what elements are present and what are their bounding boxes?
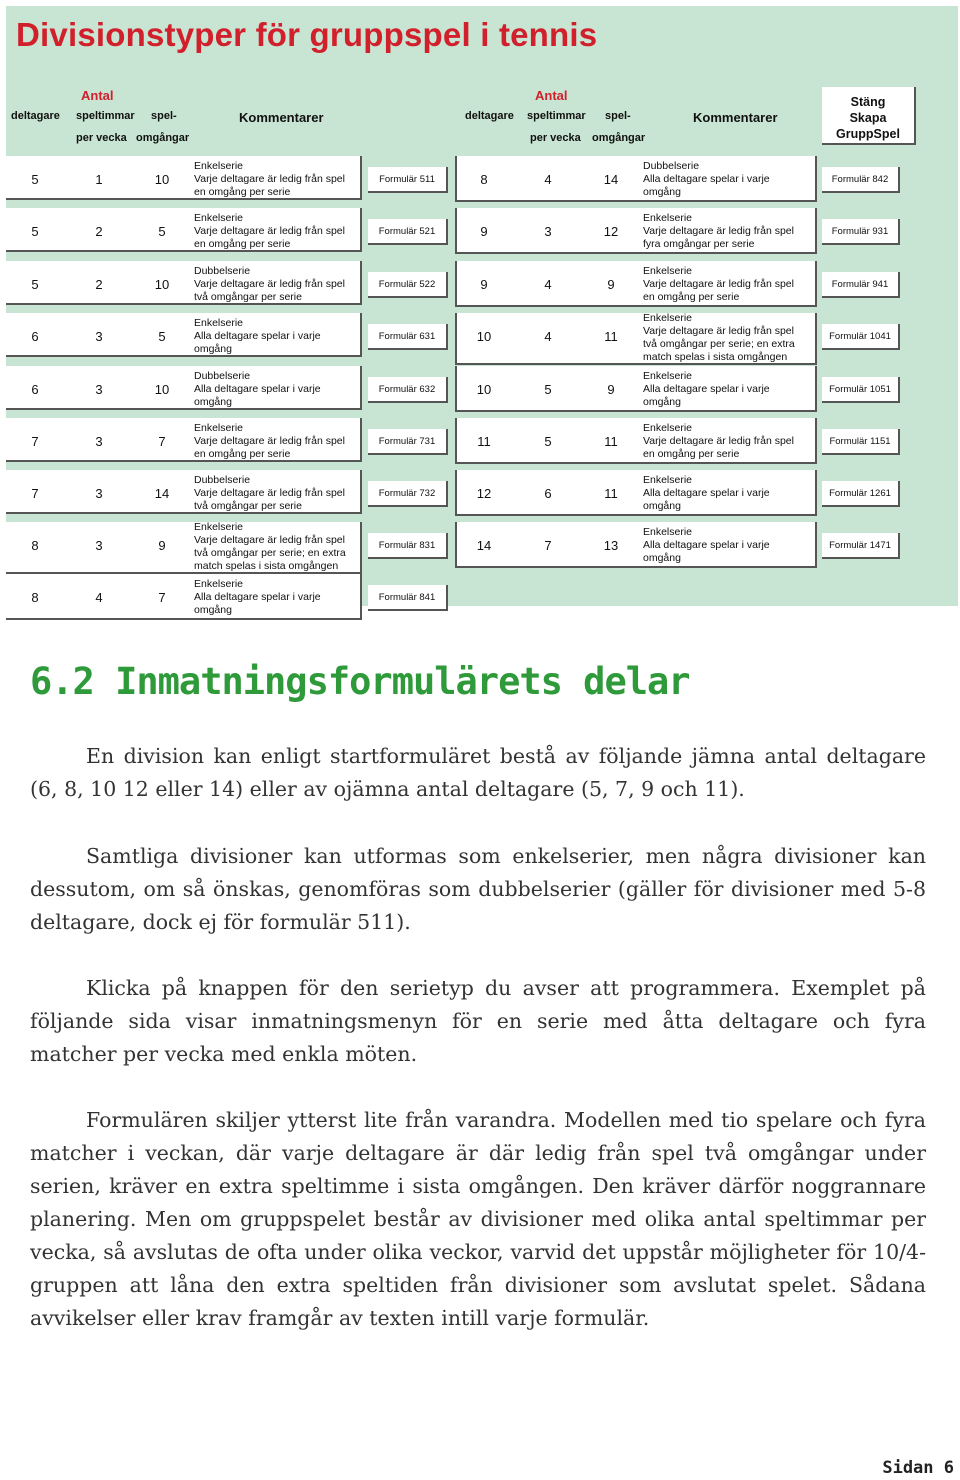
- rounds-count: 14: [603, 172, 619, 187]
- comment-line: en omgång per serie: [194, 186, 291, 198]
- form-button[interactable]: Formulär 511: [368, 167, 448, 193]
- close-label: Stäng: [850, 95, 886, 109]
- comment-line: match spelas i sista omgången: [643, 351, 788, 363]
- comment-line: Varje deltagare är ledig från spel: [194, 534, 345, 546]
- section-title: 6.2 Inmatningsformulärets delar: [30, 660, 690, 703]
- rounds-count: 9: [607, 382, 615, 397]
- comment-line: Enkelserie: [194, 422, 244, 434]
- comment-line: Varje deltagare är ledig från spel: [194, 487, 345, 499]
- row-comment: [194, 474, 345, 513]
- participants-count: 7: [31, 486, 39, 501]
- hours-per-week: 3: [95, 538, 103, 553]
- form-button[interactable]: Formulär 841: [368, 585, 448, 611]
- hours-per-week: 5: [544, 382, 552, 397]
- form-button[interactable]: Formulär 842: [822, 167, 900, 193]
- comment-line: Alla deltagare spelar i varje: [643, 487, 770, 499]
- hours-per-week: 1: [95, 172, 103, 187]
- rounds-count: 11: [604, 329, 618, 344]
- row-comment: [194, 521, 346, 573]
- groupplay-label: GruppSpel: [836, 127, 900, 141]
- row-comment: [194, 370, 321, 409]
- form-button[interactable]: Formulär 731: [368, 429, 448, 455]
- rounds-count: 11: [604, 486, 618, 501]
- row-comment: [194, 212, 345, 251]
- row-comment: [643, 265, 794, 304]
- panel-title: Divisionstyper för gruppspel i tennis: [16, 16, 598, 53]
- header-per-vecka-right: per vecka: [530, 132, 581, 144]
- rounds-count: 5: [158, 224, 166, 239]
- form-button[interactable]: Formulär 941: [822, 272, 900, 298]
- header-antal-right: Antal: [535, 88, 568, 103]
- hours-per-week: 4: [544, 172, 552, 187]
- hours-per-week: 3: [95, 486, 103, 501]
- comment-line: match spelas i sista omgången: [194, 560, 339, 572]
- row-comment: [194, 160, 345, 199]
- comment-line: Enkelserie: [194, 317, 244, 329]
- header-kommentarer-left: Kommentarer: [239, 110, 324, 125]
- hours-per-week: 4: [544, 329, 552, 344]
- comment-line: omgång: [194, 604, 232, 616]
- header-per-vecka-left: per vecka: [76, 132, 127, 144]
- header-omgangar-left: omgångar: [136, 132, 190, 144]
- comment-line: två omgångar per serie: [194, 500, 302, 512]
- rounds-count: 7: [158, 434, 166, 449]
- header-kommentarer-right: Kommentarer: [693, 110, 778, 125]
- close-create-button[interactable]: [822, 87, 916, 145]
- form-button[interactable]: Formulär 1471: [822, 533, 900, 559]
- header-antal-left: Antal: [81, 88, 114, 103]
- participants-count: 11: [477, 434, 491, 449]
- comment-line: Varje deltagare är ledig från spel: [194, 278, 345, 290]
- row-comment: [194, 317, 321, 356]
- create-label: Skapa: [849, 111, 887, 125]
- division-panel: [6, 6, 958, 616]
- comment-line: Varje deltagare är ledig från spel: [643, 325, 794, 337]
- header-omgangar-right: omgångar: [592, 132, 646, 144]
- form-button[interactable]: Formulär 831: [368, 533, 448, 559]
- comment-line: Varje deltagare är ledig från spel: [194, 173, 345, 185]
- paragraph-1: En division kan enligt startformuläret bestå av följande jämna antal deltagare (6, 8, 10 12 eller 14) eller av ojämna antal deltagare (5, 7, 9 och 11).: [30, 744, 926, 801]
- form-button[interactable]: Formulär 1261: [822, 481, 900, 507]
- comment-line: en omgång per serie: [194, 238, 291, 250]
- rounds-count: 10: [154, 277, 170, 292]
- comment-line: Varje deltagare är ledig från spel: [194, 225, 345, 237]
- form-button[interactable]: Formulär 521: [368, 219, 448, 245]
- comment-line: omgång: [643, 552, 681, 564]
- comment-line: Alla deltagare spelar i varje: [643, 539, 770, 551]
- rounds-count: 7: [158, 590, 166, 605]
- participants-count: 6: [31, 329, 39, 344]
- comment-line: två omgångar per serie; en extra: [194, 547, 346, 559]
- participants-count: 5: [31, 224, 39, 239]
- form-button[interactable]: Formulär 1041: [822, 324, 900, 350]
- paragraph-2: Samtliga divisioner kan utformas som enkelserier, men några divisioner kan dessutom, om så önskas, genomföras som dubbelserier (gäller för divisioner med 5-8 deltagare, dock ej för formulär 511).: [30, 844, 926, 934]
- comment-line: Enkelserie: [194, 578, 244, 590]
- header-spel-left: spel-: [151, 110, 177, 122]
- form-button[interactable]: Formulär 632: [368, 377, 448, 403]
- hours-per-week: 3: [95, 434, 103, 449]
- comment-line: omgång: [194, 396, 232, 408]
- rounds-count: 5: [158, 329, 166, 344]
- row-comment: [194, 265, 345, 304]
- comment-line: Dubbelserie: [643, 160, 700, 172]
- rounds-count: 10: [154, 172, 170, 187]
- comment-line: Enkelserie: [643, 370, 693, 382]
- rounds-count: 11: [604, 434, 618, 449]
- rounds-count: 14: [154, 486, 170, 501]
- page-number: Sidan 6: [882, 1458, 954, 1478]
- comment-line: Enkelserie: [643, 422, 693, 434]
- form-button[interactable]: Formulär 732: [368, 481, 448, 507]
- form-button[interactable]: Formulär 522: [368, 272, 448, 298]
- hours-per-week: 3: [544, 224, 552, 239]
- participants-count: 5: [31, 277, 39, 292]
- comment-line: Varje deltagare är ledig från spel: [643, 225, 794, 237]
- form-button[interactable]: Formulär 631: [368, 324, 448, 350]
- row-comment: [643, 160, 770, 199]
- rounds-count: 13: [603, 538, 619, 553]
- row-comment: [643, 370, 770, 409]
- comment-line: Alla deltagare spelar i varje: [194, 591, 321, 603]
- rounds-count: 10: [154, 382, 170, 397]
- participants-count: 10: [476, 329, 492, 344]
- comment-line: en omgång per serie: [643, 448, 740, 460]
- rounds-count: 9: [158, 538, 166, 553]
- participants-count: 8: [480, 172, 488, 187]
- comment-line: Dubbelserie: [194, 265, 251, 277]
- hours-per-week: 5: [544, 434, 552, 449]
- paragraph-4: Formulären skiljer ytterst lite från varandra. Modellen med tio spelare och fyra matcher i veckan, där varje deltagare är där ledig från spel två omgångar under serien, kräver en extra speltimme i sista omgången. Den kräver därför noggrannare planering. Men om gruppspelet består av divisioner med olika antal speltimmar per vecka, så avslutas de ofta under olika veckor, varvid det uppstår möjligheter för 10/4-gruppen att låna den extra speltiden från divisioner som avslutat spelet. Sådana avvikelser eller krav framgår av texten intill varje formulär.: [30, 1108, 926, 1330]
- hours-per-week: 7: [544, 538, 552, 553]
- comment-line: Enkelserie: [643, 312, 693, 324]
- hours-per-week: 2: [95, 277, 103, 292]
- comment-line: Enkelserie: [194, 521, 244, 533]
- hours-per-week: 6: [544, 486, 552, 501]
- hours-per-week: 3: [95, 329, 103, 344]
- comment-line: två omgångar per serie: [194, 291, 302, 303]
- comment-line: omgång: [643, 396, 681, 408]
- comment-line: en omgång per serie: [194, 448, 291, 460]
- participants-count: 14: [476, 538, 492, 553]
- comment-line: Alla deltagare spelar i varje: [194, 383, 321, 395]
- row-comment: [194, 578, 321, 617]
- comment-line: omgång: [643, 186, 681, 198]
- header-speltimmar-left: speltimmar: [76, 110, 135, 122]
- comment-line: omgång: [194, 343, 232, 355]
- comment-line: Enkelserie: [194, 160, 244, 172]
- comment-line: Alla deltagare spelar i varje: [643, 173, 770, 185]
- participants-count: 9: [480, 277, 488, 292]
- row-comment: [643, 474, 770, 513]
- comment-line: Varje deltagare är ledig från spel: [194, 435, 345, 447]
- comment-line: Enkelserie: [194, 212, 244, 224]
- participants-count: 12: [476, 486, 492, 501]
- header-speltimmar-right: speltimmar: [527, 110, 586, 122]
- hours-per-week: 4: [95, 590, 103, 605]
- comment-line: fyra omgångar per serie: [643, 238, 755, 250]
- comment-line: en omgång per serie: [643, 291, 740, 303]
- comment-line: Varje deltagare är ledig från spel: [643, 435, 794, 447]
- row-comment: [643, 312, 795, 364]
- row-comment: [194, 422, 345, 461]
- rounds-count: 9: [607, 277, 615, 292]
- participants-count: 6: [31, 382, 39, 397]
- hours-per-week: 3: [95, 382, 103, 397]
- rounds-count: 12: [603, 224, 619, 239]
- row-comment: [643, 422, 794, 461]
- comment-line: Enkelserie: [643, 265, 693, 277]
- participants-count: 9: [480, 224, 488, 239]
- form-button[interactable]: Formulär 1151: [822, 429, 900, 455]
- comment-line: Dubbelserie: [194, 474, 251, 486]
- participants-count: 5: [31, 172, 39, 187]
- comment-line: två omgångar per serie; en extra: [643, 338, 795, 350]
- row-comment: [643, 212, 794, 251]
- form-button[interactable]: Formulär 931: [822, 219, 900, 245]
- hours-per-week: 2: [95, 224, 103, 239]
- comment-line: Enkelserie: [643, 526, 693, 538]
- participants-count: 8: [31, 538, 39, 553]
- header-spel-right: spel-: [605, 110, 631, 122]
- header-deltagare-right: deltagare: [465, 110, 514, 122]
- hours-per-week: 4: [544, 277, 552, 292]
- form-button[interactable]: Formulär 1051: [822, 377, 900, 403]
- comment-line: Varje deltagare är ledig från spel: [643, 278, 794, 290]
- comment-line: Alla deltagare spelar i varje: [194, 330, 321, 342]
- paragraph-3: Klicka på knappen för den serietyp du avser att programmera. Exemplet på följande sida visar inmatningsmenyn för en serie med åtta deltagare och fyra matcher per vecka med enkla möten.: [30, 976, 926, 1066]
- participants-count: 8: [31, 590, 39, 605]
- comment-line: Dubbelserie: [194, 370, 251, 382]
- participants-count: 7: [31, 434, 39, 449]
- participants-count: 10: [476, 382, 492, 397]
- comment-line: Enkelserie: [643, 474, 693, 486]
- comment-line: Alla deltagare spelar i varje: [643, 383, 770, 395]
- row-comment: [643, 526, 770, 565]
- comment-line: Enkelserie: [643, 212, 693, 224]
- comment-line: omgång: [643, 500, 681, 512]
- header-deltagare-left: deltagare: [11, 110, 60, 122]
